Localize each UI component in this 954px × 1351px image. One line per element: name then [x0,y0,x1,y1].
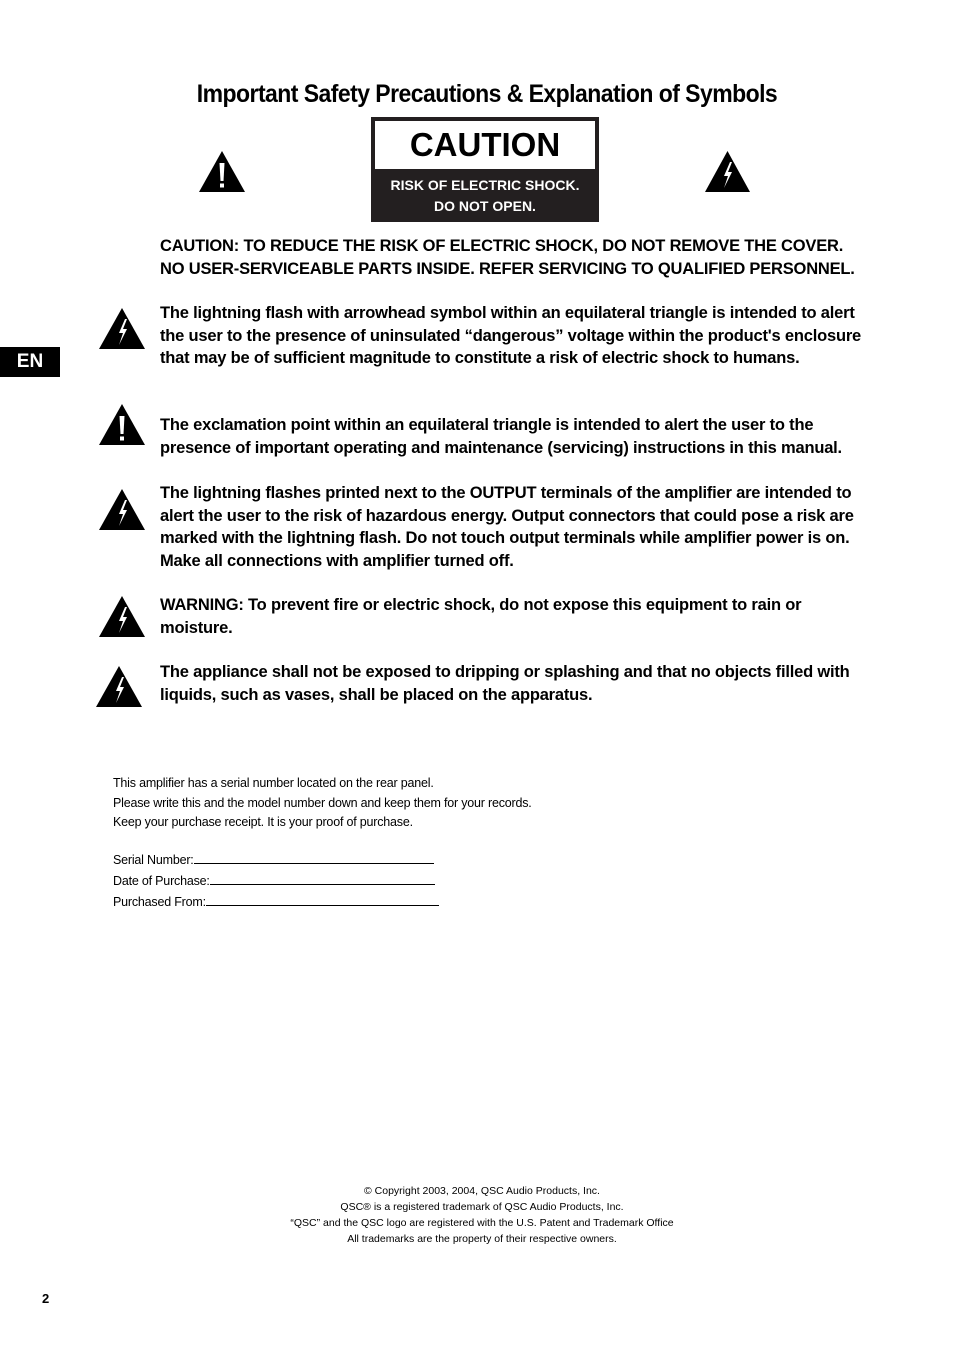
exclamation-triangle-icon [198,150,246,193]
exclamation-triangle-icon [98,403,146,446]
lightning-triangle-icon [704,150,751,193]
serial-number-field [113,850,633,871]
page-number: 2 [42,1291,50,1306]
copyright-line-2: QSC® is a registered trademark of QSC Audio Products, Inc. [340,1201,624,1213]
caution-label [371,117,599,222]
date-of-purchase-label: Date of Purchase: [113,873,210,888]
symbol-explanation-2: The exclamation point within an equilateral triangle is intended to alert the user to the presence of important operating and maintenance (servicing) instructions in this manual. [160,416,842,457]
serial-number-label: Serial Number: [113,853,194,868]
symbol-explanation-1: The lightning flash with arrowhead symbol within an equilateral triangle is intended to alert the user to the presence of uninsulated “dangerous” voltage within the product's enclosure that may be of sufficient magnitude to constitute a risk of electric shock to humans. [160,304,862,367]
caution-heading: CAUTION [375,121,595,169]
copyright-notice [0,1183,954,1247]
language-tab: EN [0,347,60,377]
copyright-line-4: All trademarks are the property of their respective owners. [347,1233,617,1245]
date-of-purchase-field [113,871,633,892]
copyright-line-1: © Copyright 2003, 2004, QSC Audio Products, Inc. [364,1185,600,1197]
lightning-triangle-icon [98,595,146,638]
serial-number-line [194,850,434,864]
symbol-explanation-4: WARNING: To prevent fire or electric shock, do not expose this equipment to rain or moisture. [160,596,802,637]
lightning-triangle-icon [98,488,146,531]
caution-line-1: RISK OF ELECTRIC SHOCK. [390,177,580,193]
date-of-purchase-line [210,871,435,885]
copyright-line-3: “QSC” and the QSC logo are registered with the U.S. Patent and Trademark Office [290,1217,674,1229]
registration-line-2: Please write this and the model number down and keep them for your records. [113,795,532,810]
caution-line-2: DO NOT OPEN. [434,198,536,214]
purchased-from-label: Purchased From: [113,894,206,909]
lightning-triangle-icon [95,665,143,708]
caution-statement: CAUTION: TO REDUCE THE RISK OF ELECTRIC SHOCK, DO NOT REMOVE THE COVER. NO USER-SERVICEABLE PARTS INSIDE. REFER SERVICING TO QUALIFIED PERSONNEL. [160,237,855,278]
purchased-from-line [206,892,439,906]
caution-subtext [371,175,599,217]
registration-line-1: This amplifier has a serial number located on the rear panel. [113,776,434,790]
page-title: Important Safety Precautions & Explanation of Symbols [196,80,778,108]
symbol-explanation-3: The lightning flashes printed next to the OUTPUT terminals of the amplifier are intended to alert the user to the risk of hazardous energy. Output connectors that could pose a risk are marked with the lightning flash. Do not touch output terminals while amplifier power is on. Make all connections with amplifier turned off. [160,484,854,570]
lightning-triangle-icon [98,307,146,350]
registration-info [113,774,633,912]
registration-line-3: Keep your purchase receipt. It is your proof of purchase. [113,815,413,830]
purchased-from-field [113,892,633,913]
symbol-explanation-5: The appliance shall not be exposed to dripping or splashing and that no objects filled with liquids, such as vases, shall be placed on the apparatus. [160,663,850,704]
